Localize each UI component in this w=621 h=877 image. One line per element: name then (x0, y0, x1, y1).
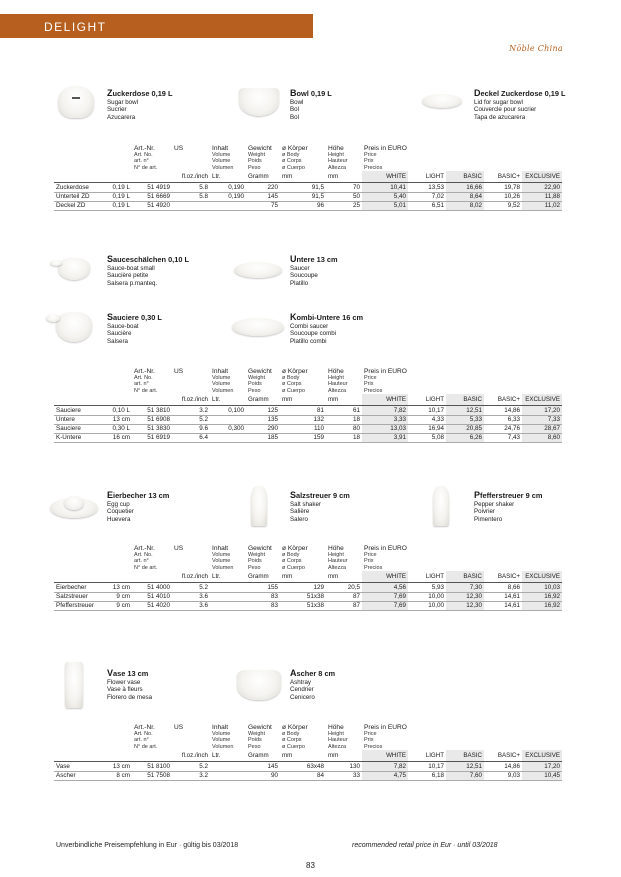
table-cell (172, 201, 210, 210)
table-cell: 14,61 (484, 601, 522, 610)
table-cell: 0,100 (210, 406, 246, 415)
unit-label: WHITE (362, 571, 408, 583)
unit-label: WHITE (362, 394, 408, 406)
unit-label: LIGHT (408, 571, 446, 583)
column-header: Preis in EURO Price Prix Precios (364, 145, 407, 171)
table-cell: 20,85 (446, 424, 484, 433)
table-cell: 0,10 L (106, 406, 132, 415)
product-translations: Saucer Soucoupe Platillo (290, 265, 318, 287)
table-cell: 11,88 (522, 192, 562, 201)
unit-label: fl.oz./inch (172, 571, 210, 583)
spec-table (54, 546, 562, 611)
unit-label: BASIC (446, 171, 484, 183)
table-cell: 20,5 (326, 583, 362, 592)
table-cell (210, 762, 246, 771)
table-cell: 10,00 (408, 601, 446, 610)
table-row (54, 183, 562, 192)
units-row (54, 171, 562, 183)
product-name: Untere 13 cm (290, 254, 338, 264)
table-cell: 18 (326, 433, 362, 442)
row-label: Sauciere (54, 424, 106, 433)
table-cell: 7,30 (446, 583, 484, 592)
unit-label: BASIC+ (484, 171, 522, 183)
table-cell: 91,5 (280, 183, 326, 192)
table-row (54, 406, 562, 415)
table-cell: 5.2 (172, 583, 210, 592)
table-cell: 51 4000 (132, 583, 172, 592)
unit-label: Gramm (246, 571, 280, 583)
product-translations: Salt shaker Salière Salero (290, 501, 321, 523)
table-cell: 51 6919 (132, 433, 172, 442)
table-cell: 5,01 (362, 201, 408, 210)
pepper-shaker-image (430, 484, 452, 528)
product-translations: Lid for sugar bowl Couvercle pour sucrier Tapa de azucarera (474, 99, 537, 121)
product-name: Ascher 8 cm (290, 668, 336, 678)
table-cell: 51 4020 (132, 601, 172, 610)
column-header: ø Körper ø Body ø Corps ø Cuerpo (282, 545, 308, 571)
table-row (54, 583, 562, 592)
unit-label: Ltr. (210, 750, 246, 762)
footer-price-note-en: recommended retail price in Eur · until 03/2018 (352, 842, 498, 849)
table-cell: 3.2 (172, 771, 210, 780)
column-header: ø Körper ø Body ø Corps ø Cuerpo (282, 145, 308, 171)
table-cell: 12,51 (446, 762, 484, 771)
table-cell: 75 (246, 201, 280, 210)
table-cell: 12,51 (446, 406, 484, 415)
table-cell: 80 (326, 424, 362, 433)
unit-label: LIGHT (408, 171, 446, 183)
row-label: Pfefferstreuer (54, 601, 106, 610)
unit-label: BASIC+ (484, 571, 522, 583)
table-cell: 22,90 (522, 183, 562, 192)
table-cell: 51 6908 (132, 415, 172, 424)
product-translations: Combi saucer Soucoupe combi Platillo combi (290, 323, 337, 345)
table-cell: 13 cm (106, 583, 132, 592)
table-cell: 130 (326, 762, 362, 771)
table-cell: 10,26 (484, 192, 522, 201)
table-cell: 51 4920 (132, 201, 172, 210)
unit-label: mm (326, 171, 362, 183)
column-header: Art.-Nr. Art. No. art. n° N° de art. (134, 724, 158, 750)
table-cell: 5.8 (172, 183, 210, 192)
table-cell: 7,33 (522, 415, 562, 424)
table-cell: 16,92 (522, 592, 562, 601)
unit-label: fl.oz./inch (172, 750, 210, 762)
table-cell: 51 6669 (132, 192, 172, 201)
table-cell (210, 601, 246, 610)
column-header: Preis in EURO Price Prix Precios (364, 724, 407, 750)
table-cell: 10,00 (408, 592, 446, 601)
table-cell: 159 (280, 433, 326, 442)
table-cell: 51 8100 (132, 762, 172, 771)
table-cell: 6,18 (408, 771, 446, 780)
unit-label: mm (280, 571, 326, 583)
product-translations: Sauce-boat Saucière Salsera (107, 323, 139, 345)
table-cell: 129 (280, 583, 326, 592)
vase-image (62, 660, 86, 710)
table-cell: 16,92 (522, 601, 562, 610)
units-row (54, 750, 562, 762)
table-cell: 8,64 (446, 192, 484, 201)
table-cell: 33 (326, 771, 362, 780)
table-cell: 132 (280, 415, 326, 424)
table-row (54, 433, 562, 442)
column-header: Höhe Height Hauteur Altezza (328, 724, 348, 750)
table-cell: 51 7508 (132, 771, 172, 780)
bowl-image (236, 84, 282, 120)
table-cell: 83 (246, 601, 280, 610)
table-row (54, 424, 562, 433)
table-cell: 6,26 (446, 433, 484, 442)
table-cell: 63x48 (280, 762, 326, 771)
table-cell: 24,76 (484, 424, 522, 433)
unit-label: mm (280, 394, 326, 406)
table-cell: 61 (326, 406, 362, 415)
spec-table (54, 369, 562, 443)
table-cell: 17,20 (522, 762, 562, 771)
table-cell: 5.8 (172, 192, 210, 201)
table-cell: 14,61 (484, 592, 522, 601)
unit-label: fl.oz./inch (172, 394, 210, 406)
table-cell: 145 (246, 762, 280, 771)
table-cell: 8,60 (522, 433, 562, 442)
column-header: Gewicht Weight Poids Peso (248, 545, 272, 571)
column-header: Art.-Nr. Art. No. art. n° N° de art. (134, 545, 158, 571)
egg-cup-image (48, 484, 100, 524)
product-translations: Pepper shaker Poivrier Pimentero (474, 501, 515, 523)
table-cell: 5,40 (362, 192, 408, 201)
table-cell: 18 (326, 415, 362, 424)
table-row (54, 601, 562, 610)
unit-label: LIGHT (408, 394, 446, 406)
table-row (54, 771, 562, 780)
table-cell: 5,33 (446, 415, 484, 424)
lid-image (420, 88, 464, 114)
column-header: Höhe Height Hauteur Altezza (328, 545, 348, 571)
row-label: Vase (54, 762, 106, 771)
column-header: Gewicht Weight Poids Peso (248, 145, 272, 171)
unit-label: EXCLUSIVE (522, 171, 562, 183)
column-header: US (174, 545, 184, 552)
unit-label: mm (326, 571, 362, 583)
product-translations: Bowl Bol Bol (290, 99, 304, 121)
table-cell: 14,86 (484, 406, 522, 415)
table-cell: 28,67 (522, 424, 562, 433)
table-cell: 135 (246, 415, 280, 424)
table-cell: 3.6 (172, 601, 210, 610)
unit-label: mm (280, 171, 326, 183)
page-title: DELIGHT (44, 20, 107, 34)
page-number: 83 (306, 861, 315, 870)
product-name: Pfefferstreuer 9 cm (474, 490, 543, 500)
table-row (54, 592, 562, 601)
table-cell: 6.4 (172, 433, 210, 442)
table-cell: 50 (326, 192, 362, 201)
table-cell: 87 (326, 592, 362, 601)
column-header: ø Körper ø Body ø Corps ø Cuerpo (282, 724, 308, 750)
table-cell: 110 (280, 424, 326, 433)
table-cell: 290 (246, 424, 280, 433)
unit-label: BASIC (446, 571, 484, 583)
sauce-boat-image (44, 306, 98, 348)
column-header: Inhalt Volume Volume Volumen (212, 145, 234, 171)
column-header: US (174, 368, 184, 375)
sauce-boat-small-image (48, 252, 98, 286)
table-cell: 17,20 (522, 406, 562, 415)
table-cell (210, 583, 246, 592)
table-cell: 7,02 (408, 192, 446, 201)
unit-label: Ltr. (210, 571, 246, 583)
ashtray-image (234, 664, 284, 704)
unit-label: Gramm (246, 750, 280, 762)
product-translations: Flower vase Vase à fleurs Florero de mesa (107, 679, 153, 701)
table-cell: 91,5 (280, 192, 326, 201)
table-cell: 51 3830 (132, 424, 172, 433)
table-cell: 9,52 (484, 201, 522, 210)
table-cell: 0,190 (210, 192, 246, 201)
table-cell: 4,33 (408, 415, 446, 424)
table-cell: 9,03 (484, 771, 522, 780)
product-name: Salzstreuer 9 cm (290, 490, 350, 500)
product-name: Zuckerdose 0,19 L (107, 88, 173, 98)
table-cell: 5.2 (172, 762, 210, 771)
product-name: Deckel Zuckerdose 0,19 L (474, 88, 566, 98)
table-cell: 81 (280, 406, 326, 415)
table-cell: 5,08 (408, 433, 446, 442)
column-header: Höhe Height Hauteur Altezza (328, 368, 348, 394)
row-label: Deckel ZD (54, 201, 106, 210)
table-cell: 87 (326, 601, 362, 610)
table-cell: 12,30 (446, 601, 484, 610)
table-cell: 19,78 (484, 183, 522, 192)
row-label: Ascher (54, 771, 106, 780)
table-cell: 16 cm (106, 433, 132, 442)
table-cell: 10,03 (522, 583, 562, 592)
table-cell: 14,86 (484, 762, 522, 771)
column-header: Gewicht Weight Poids Peso (248, 368, 272, 394)
table-cell: 9 cm (106, 601, 132, 610)
column-header: Preis in EURO Price Prix Precios (364, 368, 407, 394)
column-header: Inhalt Volume Volume Volumen (212, 545, 234, 571)
table-cell: 51 3810 (132, 406, 172, 415)
table-cell: 9 cm (106, 592, 132, 601)
table-cell: 51x38 (280, 601, 326, 610)
product-translations: Sugar bowl Sucrier Azucarera (107, 99, 138, 121)
table-row (54, 201, 562, 210)
table-cell: 8,02 (446, 201, 484, 210)
table-cell: 7,69 (362, 601, 408, 610)
row-label: Untere (54, 415, 106, 424)
table-cell (210, 433, 246, 442)
unit-label: EXCLUSIVE (522, 571, 562, 583)
table-cell: 16,66 (446, 183, 484, 192)
table-cell: 220 (246, 183, 280, 192)
column-header: Inhalt Volume Volume Volumen (212, 724, 234, 750)
unit-label: Gramm (246, 394, 280, 406)
column-header: Art.-Nr. Art. No. art. n° N° de art. (134, 368, 158, 394)
table-cell: 12,30 (446, 592, 484, 601)
table-cell: 5,93 (408, 583, 446, 592)
unit-label: EXCLUSIVE (522, 394, 562, 406)
header-band (0, 14, 313, 38)
product-name: Sauciere 0,30 L (107, 312, 162, 322)
unit-label: mm (326, 750, 362, 762)
unit-label: mm (326, 394, 362, 406)
table-row (54, 192, 562, 201)
table-cell: 7,82 (362, 406, 408, 415)
row-label: Zuckerdose (54, 183, 106, 192)
table-cell: 51x38 (280, 592, 326, 601)
spec-table (54, 146, 562, 211)
brand-logo: Nōble China (509, 44, 563, 53)
table-cell: 0,19 L (106, 183, 132, 192)
column-header: US (174, 724, 184, 731)
table-cell: 16,94 (408, 424, 446, 433)
product-name: Kombi-Untere 16 cm (290, 312, 364, 322)
units-row (54, 571, 562, 583)
table-cell (210, 771, 246, 780)
unit-label: Ltr. (210, 171, 246, 183)
table-cell: 90 (246, 771, 280, 780)
row-label: Salzstreuer (54, 592, 106, 601)
table-cell: 185 (246, 433, 280, 442)
table-cell: 6,33 (484, 415, 522, 424)
table-cell: 9.6 (172, 424, 210, 433)
footer-price-note-de: Unverbindliche Preisempfehlung in Eur · gültig bis 03/2018 (56, 842, 239, 849)
table-cell: 0,30 L (106, 424, 132, 433)
table-cell: 10,41 (362, 183, 408, 192)
table-row (54, 415, 562, 424)
column-header: Gewicht Weight Poids Peso (248, 724, 272, 750)
table-cell: 0,19 L (106, 192, 132, 201)
sugar-bowl-image (54, 82, 98, 122)
table-cell: 5.2 (172, 415, 210, 424)
column-header: Preis in EURO Price Prix Precios (364, 545, 407, 571)
unit-label: BASIC (446, 394, 484, 406)
table-cell: 25 (326, 201, 362, 210)
table-cell: 84 (280, 771, 326, 780)
table-cell: 8,66 (484, 583, 522, 592)
table-cell: 10,45 (522, 771, 562, 780)
unit-label: BASIC+ (484, 394, 522, 406)
spec-table (54, 725, 562, 781)
table-cell: 13,03 (362, 424, 408, 433)
table-cell: 10,17 (408, 406, 446, 415)
unit-label: mm (280, 750, 326, 762)
table-cell: 7,82 (362, 762, 408, 771)
column-header: Art.-Nr. Art. No. art. n° N° de art. (134, 145, 158, 171)
unit-label: WHITE (362, 171, 408, 183)
product-name: Sauceschälchen 0,10 L (107, 254, 190, 264)
unit-label: EXCLUSIVE (522, 750, 562, 762)
table-cell: 4,56 (362, 583, 408, 592)
table-cell: 83 (246, 592, 280, 601)
units-row (54, 394, 562, 406)
unit-label: Ltr. (210, 394, 246, 406)
table-cell: 3,91 (362, 433, 408, 442)
table-cell: 51 4919 (132, 183, 172, 192)
table-cell: 125 (246, 406, 280, 415)
column-header: US (174, 145, 184, 152)
product-translations: Egg cup Coquetier Huevera (107, 501, 134, 523)
row-label: Unterteil ZD (54, 192, 106, 201)
table-cell: 10,17 (408, 762, 446, 771)
table-cell: 155 (246, 583, 280, 592)
table-cell: 7,69 (362, 592, 408, 601)
product-name: Vase 13 cm (107, 668, 149, 678)
table-row (54, 762, 562, 771)
table-cell: 3.6 (172, 592, 210, 601)
table-cell: 0,300 (210, 424, 246, 433)
table-cell: 7,60 (446, 771, 484, 780)
table-cell: 4,75 (362, 771, 408, 780)
row-label: Eierbecher (54, 583, 106, 592)
table-cell: 11,02 (522, 201, 562, 210)
column-header: ø Körper ø Body ø Corps ø Cuerpo (282, 368, 308, 394)
table-cell: 3,33 (362, 415, 408, 424)
table-cell: 13 cm (106, 762, 132, 771)
salt-shaker-image (248, 484, 270, 528)
unit-label: BASIC+ (484, 750, 522, 762)
unit-label: LIGHT (408, 750, 446, 762)
table-cell: 51 4010 (132, 592, 172, 601)
table-cell: 7,43 (484, 433, 522, 442)
product-translations: Sauce-boat small Saucière petite Salsera p.manteq. (107, 265, 158, 287)
table-cell: 6,51 (408, 201, 446, 210)
combi-saucer-image (230, 314, 286, 340)
column-header: Höhe Height Hauteur Altezza (328, 145, 348, 171)
table-cell: 13,53 (408, 183, 446, 192)
saucer-image (232, 258, 284, 282)
unit-label: Gramm (246, 171, 280, 183)
unit-label: WHITE (362, 750, 408, 762)
row-label: K-Untere (54, 433, 106, 442)
product-name: Bowl 0,19 L (290, 88, 332, 98)
table-cell (210, 592, 246, 601)
product-name: Eierbecher 13 cm (107, 490, 170, 500)
table-cell: 3.2 (172, 406, 210, 415)
product-translations: Ashtray Cendrier Cenicero (290, 679, 315, 701)
table-cell: 13 cm (106, 415, 132, 424)
column-header: Inhalt Volume Volume Volumen (212, 368, 234, 394)
table-cell: 0,190 (210, 183, 246, 192)
table-cell: 96 (280, 201, 326, 210)
unit-label: fl.oz./inch (172, 171, 210, 183)
table-cell (210, 415, 246, 424)
table-cell (210, 201, 246, 210)
table-cell: 70 (326, 183, 362, 192)
table-cell: 8 cm (106, 771, 132, 780)
unit-label: BASIC (446, 750, 484, 762)
row-label: Sauciere (54, 406, 106, 415)
table-cell: 145 (246, 192, 280, 201)
table-cell: 0,19 L (106, 201, 132, 210)
